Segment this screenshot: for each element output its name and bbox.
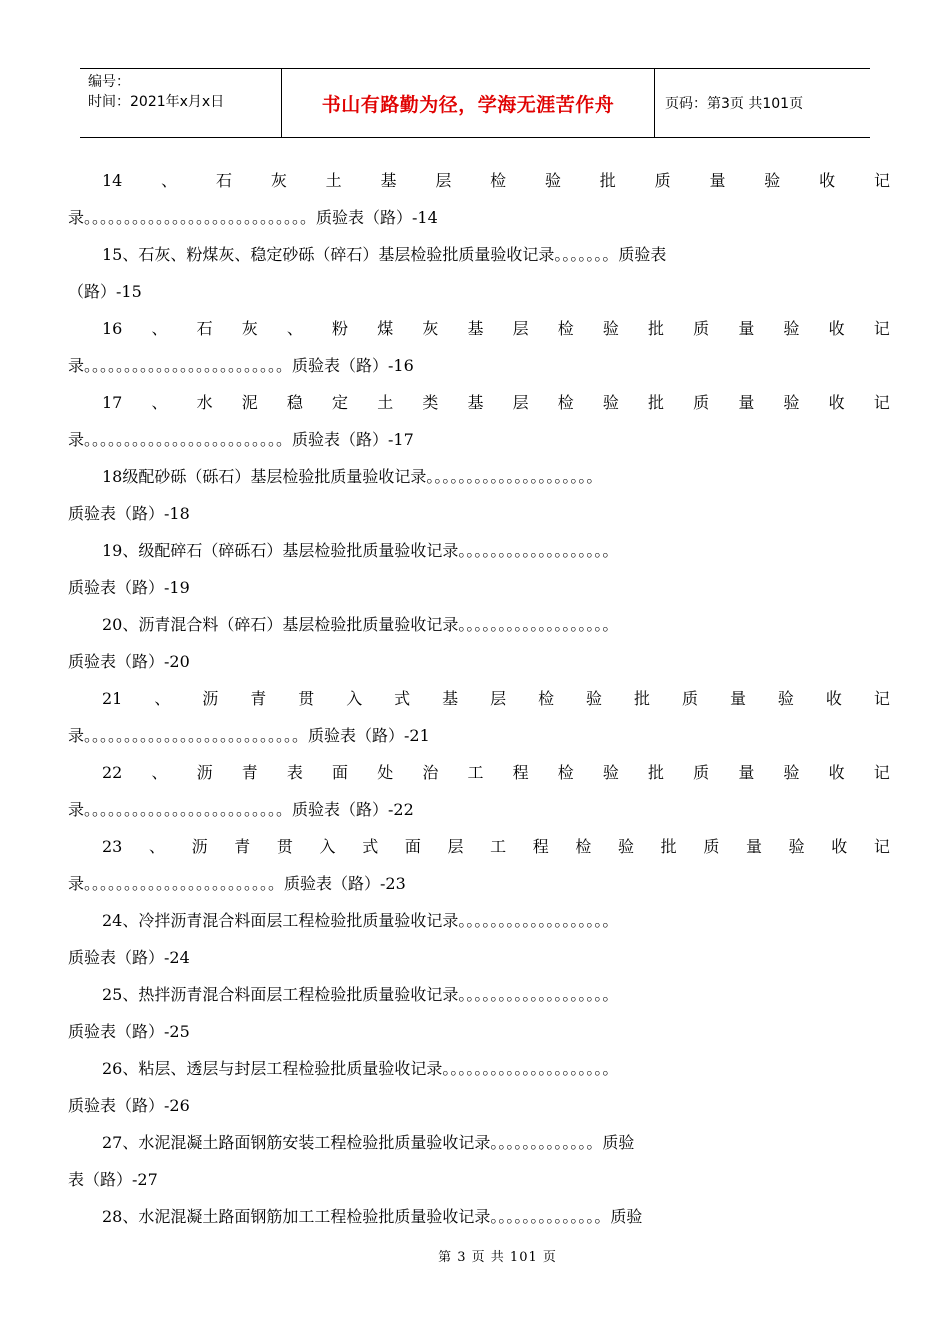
toc-entry-line2: 质验表（路）-18 [68,504,190,523]
toc-entry-word: 工 [467,763,484,782]
toc-entry-line1 [68,754,890,791]
toc-entry-word: 17 [102,393,123,412]
toc-entry-line1: 18级配砂砾（砾石）基层检验批质量验收记录。。。。。。。。。。。。。。。。。。。。。 [102,467,603,486]
toc-entry-line1: 24、冷拌沥青混合料面层工程检验批质量验收记录。。。。。。。。。。。。。。。。。。。 [102,911,619,930]
toc-entry-word: 、 [151,763,168,782]
header-motto: 书山有路勤为径，学海无涯苦作舟 [282,69,655,137]
toc-entry-word: 批 [599,171,616,190]
toc-entry-word: 层 [435,171,452,190]
toc-entry-word: 类 [422,393,439,412]
toc-entry-word: 式 [362,837,379,856]
toc-entry-word: 记 [873,837,890,856]
toc-entry-word: 验 [783,763,800,782]
toc-entry-word: 记 [873,393,890,412]
toc-entry-word: 基 [467,319,484,338]
toc-entry-line1: 20、沥青混合料（碎石）基层检验批质量验收记录。。。。。。。。。。。。。。。。。。。 [102,615,619,634]
toc-entry-word: 入 [319,837,336,856]
toc-entry-word: 验 [764,171,781,190]
toc-entry-line1: 25、热拌沥青混合料面层工程检验批质量验收记录。。。。。。。。。。。。。。。。。。。 [102,985,619,1004]
toc-entry-line1 [68,680,890,717]
toc-entry-word: 检 [557,393,574,412]
toc-entry [68,1124,890,1198]
toc-entry-word: 收 [825,689,842,708]
toc-entry [68,1198,890,1235]
toc-entry [68,828,890,902]
toc-entry-word: 青 [241,763,258,782]
toc-entry-line2: 质验表（路）-25 [68,1022,190,1041]
toc-entry-word: 基 [467,393,484,412]
toc-entry-word: 验 [788,837,805,856]
toc-entry-word: 灰 [270,171,287,190]
toc-entry-word: 记 [873,763,890,782]
document-number-label: 编号： [88,74,130,90]
toc-entry-word: 层 [512,319,529,338]
toc-entry-word: 23 [102,837,123,856]
toc-entry-word: 批 [648,319,665,338]
toc-entry-word: 收 [828,763,845,782]
toc-entry-word: 批 [648,763,665,782]
toc-entry-line2: （路）-15 [68,282,142,301]
toc-entry-word: 记 [873,171,890,190]
toc-entry-word: 质 [703,837,720,856]
toc-entry-word: 验 [602,319,619,338]
toc-entry-line1 [68,828,890,865]
toc-entry-word: 石 [216,171,233,190]
toc-entry-word: 验 [618,837,635,856]
toc-entry-word: 程 [512,763,529,782]
toc-entry-word: 基 [380,171,397,190]
toc-entry [68,754,890,828]
toc-entry [68,606,890,680]
toc-list [68,162,890,1235]
toc-entry-word: 质 [681,689,698,708]
toc-entry-line2: 表（路）-27 [68,1170,158,1189]
toc-entry-word: 质 [654,171,671,190]
toc-entry-word: 验 [602,393,619,412]
toc-entry [68,1050,890,1124]
toc-entry-word: 验 [586,689,603,708]
toc-entry-line1: 15、石灰、粉煤灰、稳定砂砾（碎石）基层检验批质量验收记录。。。。。。。质验表 [102,245,667,264]
toc-entry-word: 层 [447,837,464,856]
toc-entry-word: 检 [557,763,574,782]
toc-entry-word: 表 [286,763,303,782]
header-meta [80,69,282,137]
toc-entry-line1: 28、水泥混凝土路面钢筋加工工程检验批质量验收记录。。。。。。。。。。。。。。质验 [102,1207,643,1226]
toc-entry [68,310,890,384]
toc-entry [68,680,890,754]
toc-entry-word: 面 [404,837,421,856]
toc-entry [68,976,890,1050]
toc-entry-word: 收 [831,837,848,856]
toc-entry-word: 式 [394,689,411,708]
toc-entry-line2: 质验表（路）-24 [68,948,190,967]
document-date: 时间：2021年x月x日 [88,94,225,110]
toc-entry-line2: 质验表（路）-19 [68,578,190,597]
toc-entry-word: 土 [377,393,394,412]
toc-entry-word: 量 [745,837,762,856]
toc-entry [68,532,890,606]
toc-entry-word: 稳 [286,393,303,412]
toc-entry-word: 质 [693,763,710,782]
toc-entry-word: 记 [873,689,890,708]
toc-entry [68,384,890,458]
toc-entry-word: 、 [148,837,165,856]
toc-entry-word: 石 [196,319,213,338]
toc-entry-word: 记 [873,319,890,338]
toc-entry-word: 检 [538,689,555,708]
toc-entry-word: 程 [532,837,549,856]
toc-entry [68,458,890,532]
toc-entry-word: 灰 [241,319,258,338]
toc-entry-word: 青 [234,837,251,856]
toc-entry-word: 工 [490,837,507,856]
toc-entry-word: 、 [161,171,178,190]
toc-entry-word: 检 [575,837,592,856]
toc-entry-word: 、 [151,393,168,412]
toc-entry-word: 量 [738,763,755,782]
toc-entry-word: 22 [102,763,123,782]
toc-entry-word: 沥 [191,837,208,856]
toc-entry-word: 16 [102,319,123,338]
toc-entry-word: 质 [693,319,710,338]
toc-entry-word: 青 [250,689,267,708]
toc-entry-word: 批 [660,837,677,856]
toc-entry-word: 沥 [202,689,219,708]
header-page-info: 页码：第3页 共101页 [665,96,804,112]
toc-entry-word: 水 [196,393,213,412]
toc-entry-line2: 质验表（路）-26 [68,1096,190,1115]
toc-entry-line2: 录。。。。。。。。。。。。。。。。。。。。。。。。。。。。质验表（路）-14 [68,208,438,227]
toc-entry-line2: 质验表（路）-20 [68,652,190,671]
toc-entry-word: 粉 [332,319,349,338]
toc-entry-line2: 录。。。。。。。。。。。。。。。。。。。。。。。。。质验表（路）-16 [68,356,414,375]
toc-entry-word: 煤 [377,319,394,338]
toc-entry-word: 验 [777,689,794,708]
toc-entry-word: 治 [422,763,439,782]
toc-entry-word: 验 [544,171,561,190]
toc-entry-line1: 27、水泥混凝土路面钢筋安装工程检验批质量验收记录。。。。。。。。。。。。。质验 [102,1133,635,1152]
toc-entry-line2: 录。。。。。。。。。。。。。。。。。。。。。。。。质验表（路）-23 [68,874,406,893]
toc-entry-word: 批 [634,689,651,708]
toc-entry-word: 贯 [276,837,293,856]
toc-entry-word: 量 [738,393,755,412]
toc-entry-word: 收 [828,319,845,338]
toc-entry-word: 灰 [422,319,439,338]
page-footer: 第 3 页 共 101 页 [438,1250,557,1265]
toc-entry-word: 沥 [196,763,213,782]
toc-entry-word: 层 [512,393,529,412]
toc-entry-line1 [68,384,890,421]
toc-entry [68,902,890,976]
toc-entry-line2: 录。。。。。。。。。。。。。。。。。。。。。。。。。质验表（路）-22 [68,800,414,819]
toc-entry-word: 、 [151,319,168,338]
toc-entry-word: 14 [102,171,123,190]
toc-entry-word: 验 [783,319,800,338]
toc-entry-word: 、 [286,319,303,338]
toc-entry-word: 泥 [241,393,258,412]
toc-entry-word: 层 [490,689,507,708]
toc-entry-word: 量 [738,319,755,338]
toc-entry-word: 21 [102,689,123,708]
toc-entry [68,236,890,310]
toc-entry-line1: 26、粘层、透层与封层工程检验批质量验收记录。。。。。。。。。。。。。。。。。。。。。 [102,1059,619,1078]
toc-entry-word: 收 [819,171,836,190]
toc-entry-word: 量 [709,171,726,190]
toc-entry-word: 批 [648,393,665,412]
toc-entry-word: 定 [332,393,349,412]
toc-entry-word: 面 [332,763,349,782]
toc-entry-word: 验 [783,393,800,412]
page-header [80,68,870,138]
toc-entry-word: 收 [828,393,845,412]
toc-entry-word: 、 [154,689,171,708]
toc-entry [68,162,890,236]
toc-entry-line1 [68,162,890,199]
toc-entry-word: 检 [490,171,507,190]
toc-entry-word: 质 [693,393,710,412]
toc-entry-line1 [68,310,890,347]
toc-entry-word: 入 [346,689,363,708]
toc-entry-line2: 录。。。。。。。。。。。。。。。。。。。。。。。。。质验表（路）-17 [68,430,414,449]
toc-entry-word: 基 [442,689,459,708]
toc-entry-word: 贯 [298,689,315,708]
toc-entry-word: 土 [325,171,342,190]
toc-entry-word: 验 [602,763,619,782]
toc-entry-line2: 录。。。。。。。。。。。。。。。。。。。。。。。。。。。质验表（路）-21 [68,726,430,745]
toc-entry-line1: 19、级配碎石（碎砾石）基层检验批质量验收记录。。。。。。。。。。。。。。。。。。。 [102,541,619,560]
toc-entry-word: 处 [377,763,394,782]
toc-entry-word: 量 [729,689,746,708]
toc-entry-word: 检 [557,319,574,338]
